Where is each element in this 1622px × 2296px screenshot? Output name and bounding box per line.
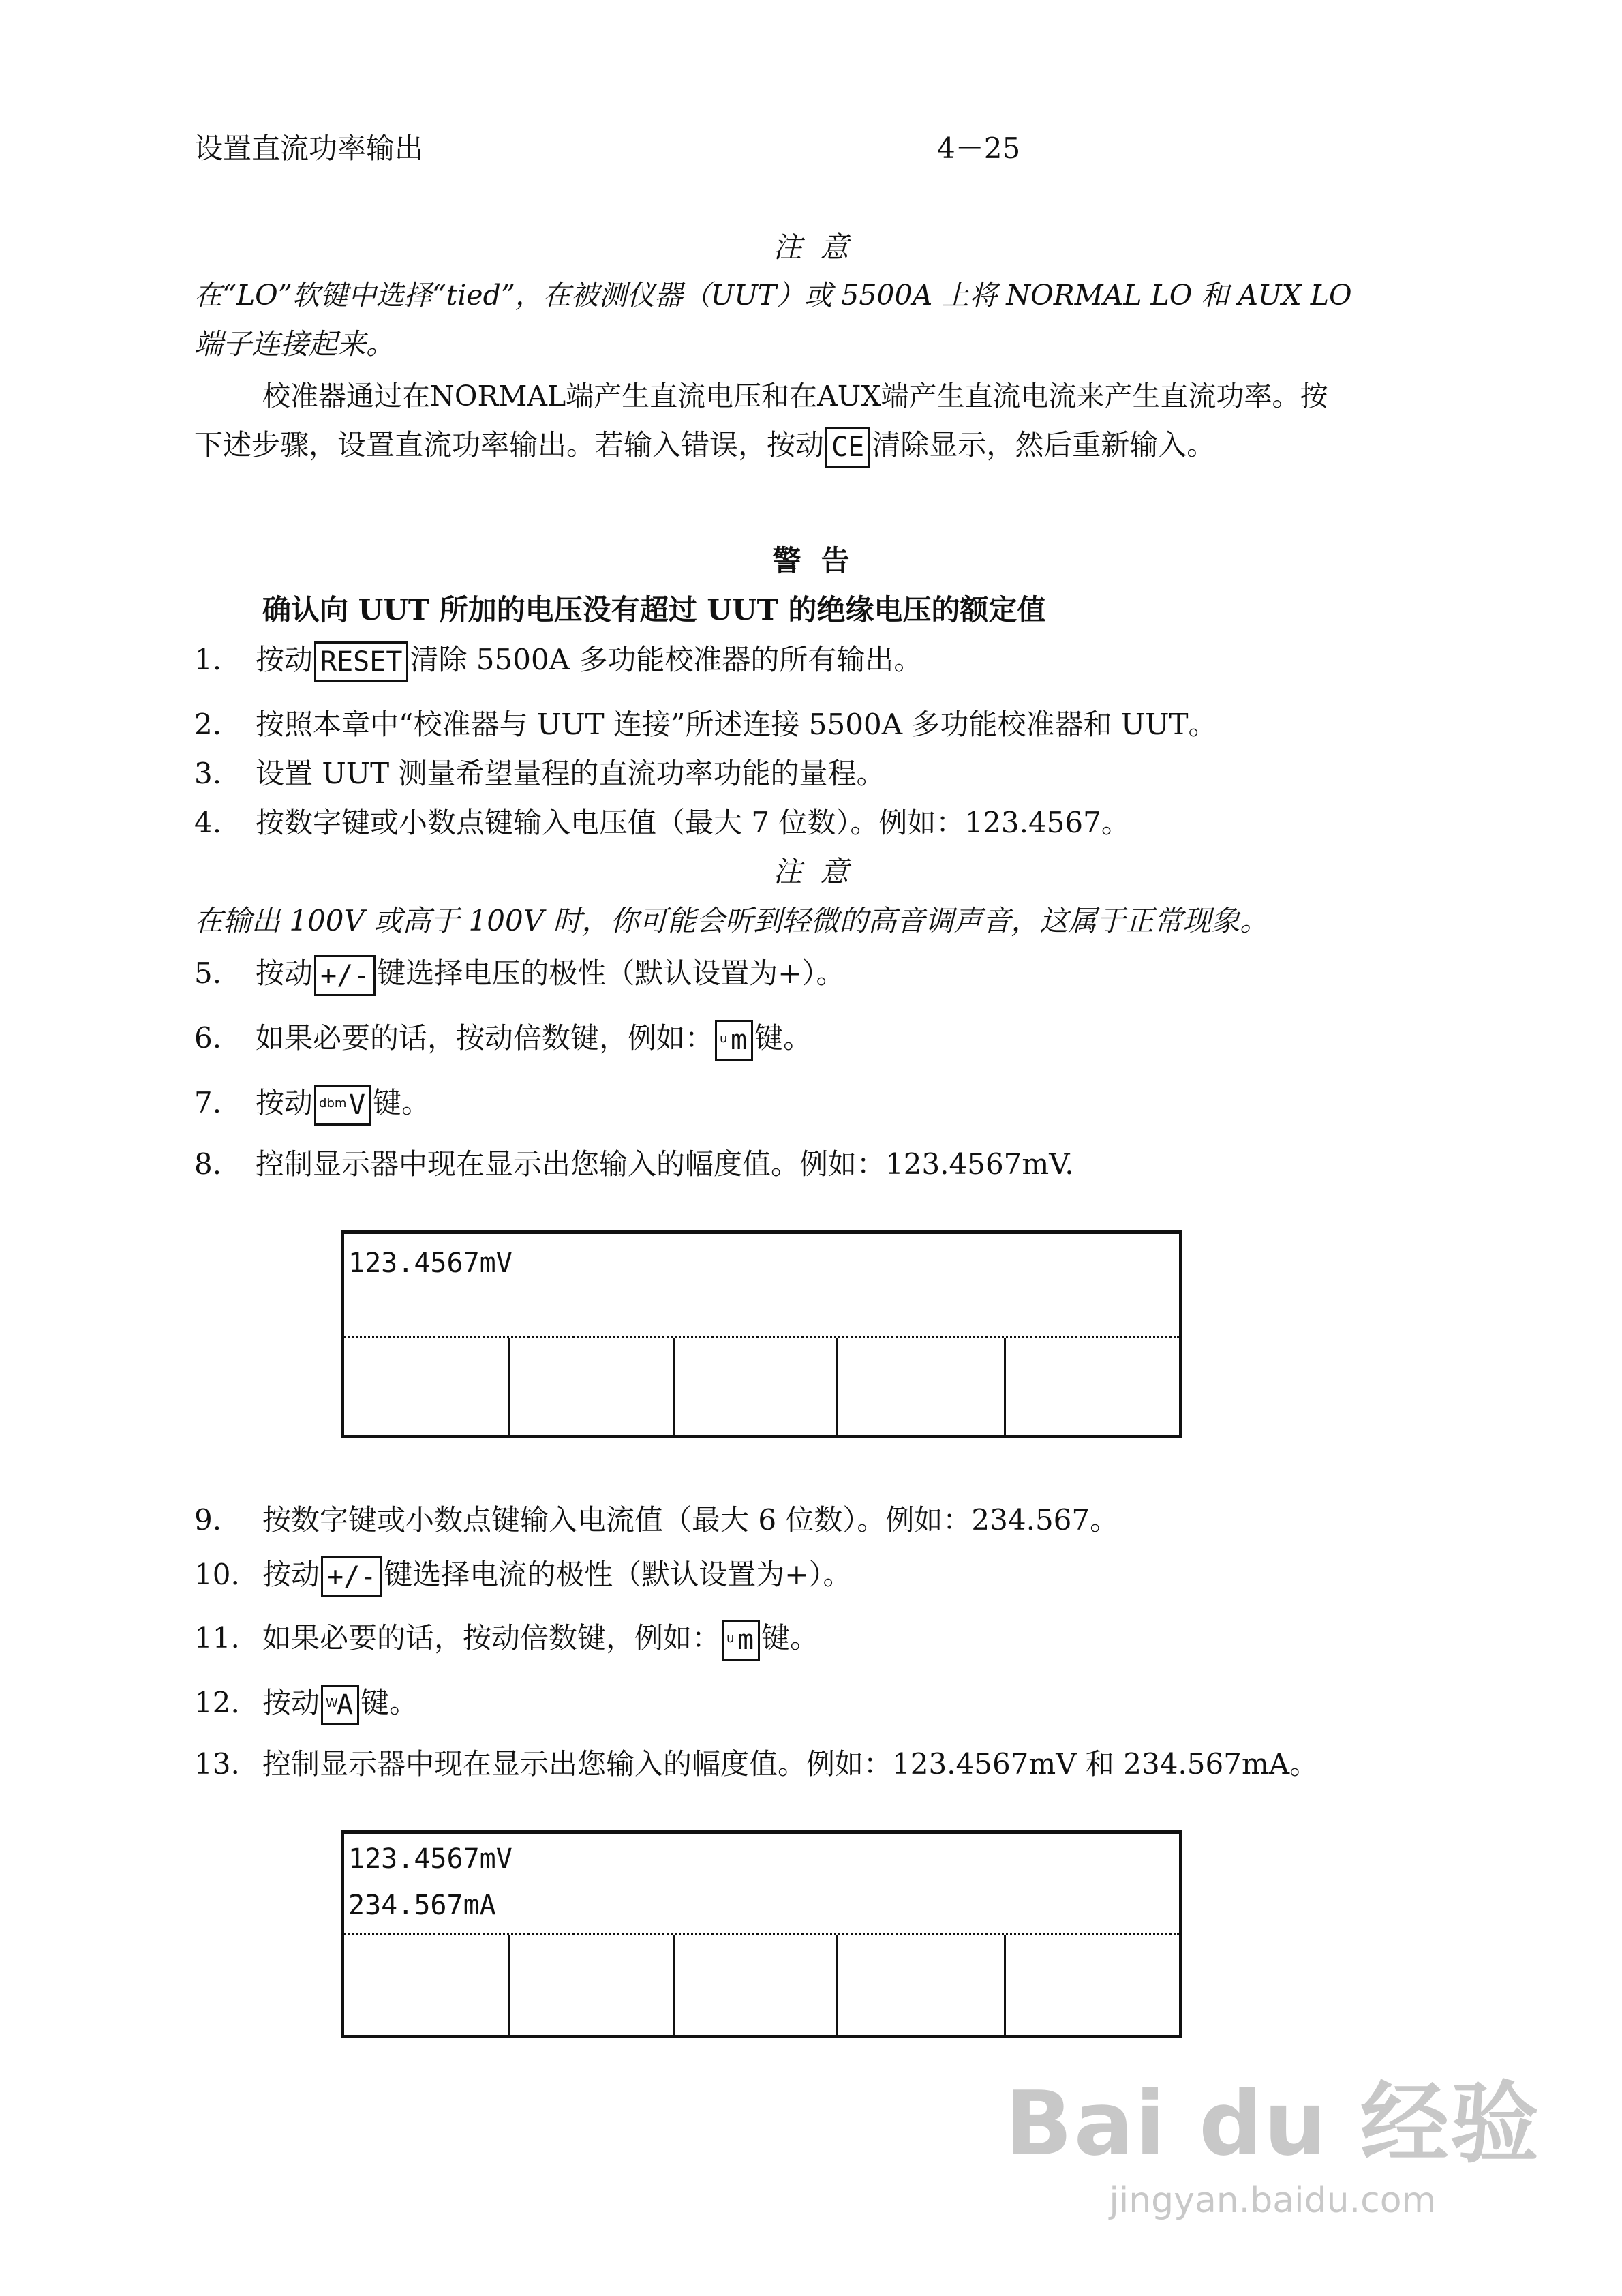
step-text: 按数字键或小数点键输入电压值（最大 7 位数）。例如：123.4567。 <box>256 806 1130 839</box>
note2-text: 在输出 100V 或高于 100V 时，你可能会听到轻微的高音调声音，这属于正常现象。 <box>194 904 1269 937</box>
warning-heading: 警 告 <box>772 544 850 577</box>
control-display-power <box>341 1830 1182 2038</box>
step-number: 6. <box>194 1021 222 1055</box>
step-text: 如果必要的话，按动倍数键，例如： <box>256 1021 714 1055</box>
step-text: 如果必要的话，按动倍数键，例如： <box>262 1621 721 1655</box>
softkey-slot[interactable] <box>836 1338 838 1435</box>
step-text: 清除 5500A 多功能校准器的所有输出。 <box>410 643 923 676</box>
step-3 <box>194 751 885 792</box>
step-9 <box>194 1498 1118 1539</box>
display-line-2: 234.567mA <box>348 1890 496 1921</box>
display-line-1: 123.4567mV <box>348 1248 512 1279</box>
step-text: 按动 <box>256 1086 313 1119</box>
reset-key[interactable]: RESET <box>314 641 408 682</box>
amp-key-label: A <box>337 1689 354 1721</box>
step-number: 5. <box>194 956 222 990</box>
step-text: 按数字键或小数点键输入电流值（最大 6 位数）。例如：234.567。 <box>262 1503 1119 1537</box>
step-text: 控制显示器中现在显示出您输入的幅度值。例如：123.4567mV 和 234.567mA。 <box>262 1747 1319 1781</box>
control-display-voltage <box>341 1230 1182 1438</box>
note1-line2: 端子连接起来。 <box>194 327 395 361</box>
step-number: 13. <box>194 1747 240 1781</box>
step-text: 键选择电压的极性（默认设置为+）。 <box>377 956 845 990</box>
step-text: 设置 UUT 测量希望量程的直流功率功能的量程。 <box>256 757 885 790</box>
step-number: 7. <box>194 1086 222 1119</box>
step-text: 按动 <box>256 956 313 990</box>
milli-key[interactable] <box>722 1620 760 1661</box>
intro-line2-post: 清除显示，然后重新输入。 <box>872 428 1216 462</box>
step-text: 键。 <box>361 1686 418 1719</box>
plus-minus-key[interactable]: +/- <box>314 955 376 996</box>
micro-superscript: u <box>726 1631 735 1646</box>
step-number: 2. <box>194 708 222 741</box>
softkey-slot[interactable] <box>508 1338 510 1435</box>
softkey-slot[interactable] <box>673 1338 675 1435</box>
step-number: 4. <box>194 806 222 839</box>
step-10 <box>194 1552 851 1597</box>
step-number: 9. <box>194 1503 222 1537</box>
softkey-slot[interactable] <box>1004 1935 1006 2035</box>
intro-line1: 校准器通过在NORMAL端产生直流电压和在AUX端产生直流电流来产生直流功率。按 <box>262 380 1328 412</box>
step-number: 12. <box>194 1686 240 1719</box>
step-1 <box>194 637 922 682</box>
page-number: 4－25 <box>937 132 1021 165</box>
step-text: 键。 <box>754 1021 812 1055</box>
note1-heading: 注 意 <box>773 230 849 264</box>
intro-line2-pre: 下述步骤，设置直流功率输出。若输入错误，按动 <box>194 428 825 462</box>
plus-minus-key[interactable]: +/- <box>321 1556 382 1597</box>
page-title: 设置直流功率输出 <box>194 132 424 165</box>
step-13 <box>194 1742 1318 1783</box>
softkey-slot[interactable] <box>836 1935 838 2035</box>
step-number: 3. <box>194 757 222 790</box>
step-text: 按照本章中“校准器与 UUT 连接”所述连接 5500A 多功能校准器和 UUT。 <box>256 708 1217 741</box>
step-12 <box>194 1680 418 1725</box>
softkey-slot[interactable] <box>508 1935 510 2035</box>
step-text: 按动 <box>256 643 313 676</box>
step-6 <box>194 1016 812 1061</box>
step-2 <box>194 702 1217 743</box>
display-divider <box>344 1336 1179 1338</box>
display-line-1: 123.4567mV <box>348 1843 512 1875</box>
milli-key-label: m <box>731 1025 748 1056</box>
volt-key[interactable] <box>314 1085 371 1126</box>
step-text: 键选择电流的极性（默认设置为+）。 <box>384 1558 852 1591</box>
volt-key-label: V <box>349 1089 366 1121</box>
micro-superscript: u <box>720 1031 728 1046</box>
amp-key[interactable] <box>321 1685 359 1725</box>
step-5 <box>194 951 844 996</box>
step-text: 控制显示器中现在显示出您输入的幅度值。例如：123.4567mV. <box>256 1147 1074 1181</box>
step-number: 11. <box>194 1621 240 1655</box>
note2-heading: 注 意 <box>773 855 849 888</box>
softkey-slot[interactable] <box>1004 1338 1006 1435</box>
intro-line2 <box>194 423 1215 468</box>
display-divider <box>344 1933 1179 1935</box>
step-7 <box>194 1081 430 1126</box>
step-number: 10. <box>194 1558 240 1591</box>
step-number: 8. <box>194 1147 222 1181</box>
watt-superscript: W <box>326 1696 338 1710</box>
baidu-watermark <box>1005 2053 1541 2221</box>
step-text: 键。 <box>761 1621 819 1655</box>
step-8 <box>194 1142 1074 1183</box>
step-11 <box>194 1616 818 1661</box>
step-4 <box>194 800 1130 841</box>
ce-key[interactable]: CE <box>825 427 870 468</box>
watermark-url: jingyan.baidu.com <box>1109 2180 1437 2221</box>
milli-key-label: m <box>737 1625 754 1656</box>
step-text: 按动 <box>262 1558 320 1591</box>
note1-line1: 在“LO”软键中选择“tied”，在被测仪器（UUT）或 5500A 上将 NORMAL LO 和 AUX LO <box>194 279 1352 312</box>
step-number: 1. <box>194 643 222 676</box>
warning-text: 确认向 UUT 所加的电压没有超过 UUT 的绝缘电压的额定值 <box>262 593 1046 626</box>
softkey-slot[interactable] <box>673 1935 675 2035</box>
milli-key[interactable] <box>715 1020 753 1061</box>
step-text: 键。 <box>373 1086 431 1119</box>
step-text: 按动 <box>262 1686 320 1719</box>
watermark-logo: Bai du 经验 <box>1005 2072 1540 2175</box>
dbm-superscript: dbm <box>319 1096 347 1111</box>
